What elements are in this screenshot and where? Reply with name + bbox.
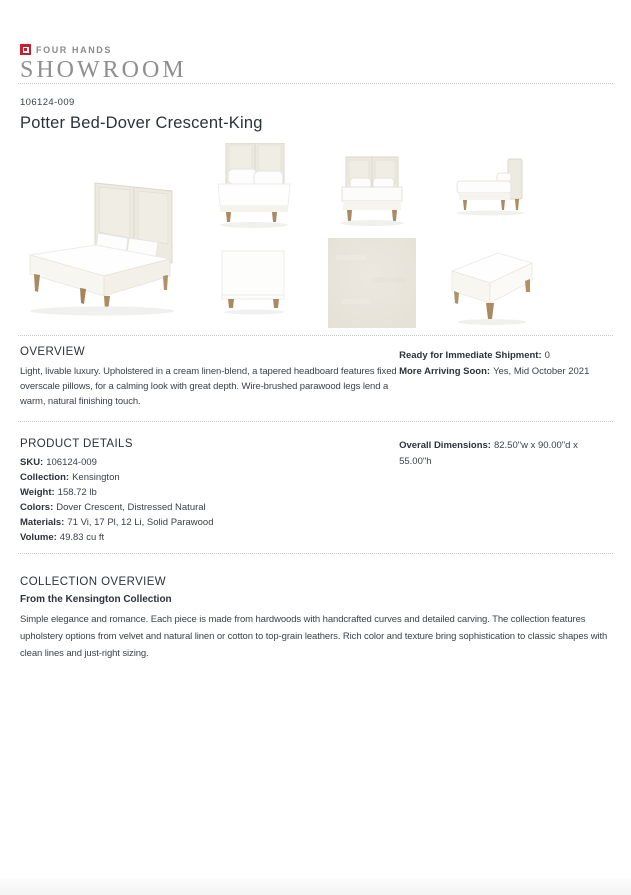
product-photo-side-view[interactable] [446, 143, 534, 229]
detail-row-collection: Collection: Kensington [20, 472, 120, 483]
detail-row-volume: Volume: 49.83 cu ft [20, 532, 105, 543]
detail-row-materials: Materials: 71 Vi, 17 Pl, 12 Li, Solid Parawood [20, 517, 214, 528]
header-divider [18, 83, 613, 84]
product-details-list [20, 455, 399, 545]
product-photo-back-panel[interactable] [210, 237, 298, 329]
page-title: Potter Bed-Dover Crescent-King [20, 114, 263, 132]
detail-row-colors: Colors: Dover Crescent, Distressed Natural [20, 502, 206, 513]
product-photo-angled-view[interactable] [20, 143, 198, 335]
collection-overview-heading: COLLECTION OVERVIEW [20, 576, 167, 588]
detail-row-sku: SKU: 106124-009 [20, 457, 97, 468]
product-sku: 106124-009 [20, 97, 75, 108]
product-photo-front-view[interactable] [328, 143, 416, 229]
product-photo-headboard-closeup[interactable] [210, 143, 298, 229]
brand-name: FOUR HANDS [36, 44, 112, 55]
arriving-soon: More Arriving Soon: Yes, Mid October 2021 [399, 366, 590, 377]
product-details-heading: PRODUCT DETAILS [20, 438, 133, 450]
four-hands-logo-icon [20, 44, 31, 55]
shipment-availability: Ready for Immediate Shipment: 0 [399, 350, 550, 361]
overview-section [20, 336, 611, 421]
product-image-gallery [20, 143, 611, 335]
product-details-section [20, 422, 611, 553]
footer-strip [0, 878, 631, 895]
overview-body: Light, livable luxury. Upholstered in a cream linen-blend, a tapered headboard features fixed overscale pillows, for a calming look with great depth. Wire-brushed parawood legs lend a warm, natural finishing touch. [20, 366, 397, 407]
collection-overview-section [20, 554, 611, 662]
product-photo-corner-detail[interactable] [446, 237, 534, 329]
brand-subtitle: SHOWROOM [20, 57, 187, 83]
collection-body: Simple elegance and romance. Each piece is made from hardwoods with handcrafted curves and detailed carving. The collection features upholstery options from velvet and natural linen or cotton to top-grain leathers. Rich color and texture bring sophistication to classic shapes with clean lines and just-right sizing. [20, 614, 608, 659]
product-photo-fabric-swatch[interactable] [328, 237, 416, 329]
four-hands-logo[interactable] [20, 44, 611, 55]
page-header [20, 0, 611, 83]
overall-dimensions: Overall Dimensions: 82.50"w x 90.00"d x 55.00"h [399, 440, 578, 467]
collection-subheading: From the Kensington Collection [20, 594, 172, 605]
detail-row-weight: Weight: 158.72 lb [20, 487, 97, 498]
overview-heading: OVERVIEW [20, 346, 85, 358]
thumbnail-grid [210, 143, 534, 335]
